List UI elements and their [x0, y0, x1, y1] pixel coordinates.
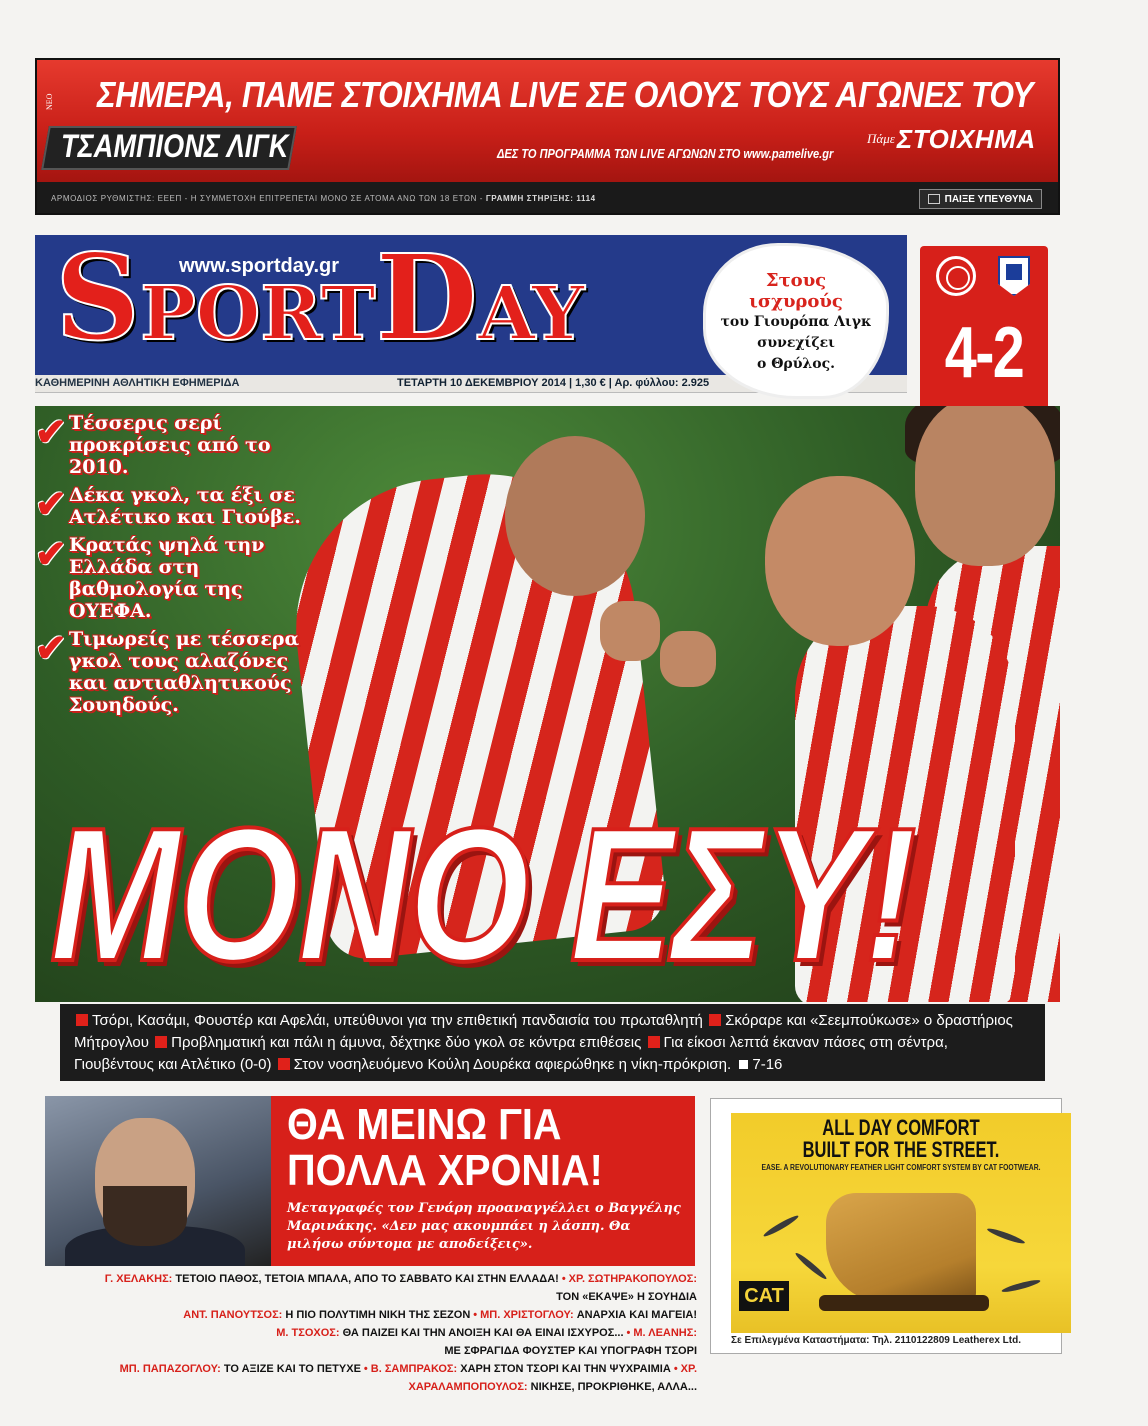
columnist-title[interactable]: ΘΑ ΠΑΙΖΕΙ ΚΑΙ ΤΗΝ ΑΝΟΙΞΗ ΚΑΙ ΘΑ ΕΙΝΑΙ ΙΣΧΥΡΟΣ... — [342, 1327, 624, 1339]
columnist-title[interactable]: ΑΝΑΡΧΙΑ ΚΑΙ ΜΑΓΕΙΑ! — [576, 1309, 697, 1321]
olympiacos-crest-icon — [936, 256, 976, 296]
website-url[interactable]: www.sportday.gr — [179, 255, 340, 277]
ad-fine-text: ΑΡΜΟΔΙΟΣ ΡΥΘΜΙΣΤΗΣ: ΕΕΕΠ - Η ΣΥΜΜΕΤΟΧΗ ΕΠΙΤΡΕΠΕΤΑΙ ΜΟΝΟ ΣΕ ΑΤΟΜΑ ΑΝΩ ΤΩΝ 18 ΕΤΩΝ - — [51, 194, 486, 203]
player-2-fist — [600, 601, 660, 661]
hero-caption — [60, 1004, 1045, 1081]
columnist-name: Β. ΣΑΜΠΡΑΚΟΣ: — [370, 1363, 458, 1375]
story2-title — [287, 1102, 603, 1194]
feather-icon — [1001, 1278, 1041, 1294]
bullet-text: Τέσσερις σερί προκρίσεις από το 2010. — [69, 412, 271, 478]
checkmark-icon: ✔ — [35, 412, 67, 454]
logo-port: PORT — [140, 271, 376, 357]
ad-program-link[interactable]: ΔΕΣ ΤΟ ΠΡΟΓΡΑΜΜΑ ΤΩΝ LIVE ΑΓΩΝΩΝ ΣΤΟ www.pamelive.gr — [497, 146, 834, 161]
malmo-crest-icon — [998, 256, 1030, 296]
columnist-title[interactable]: ΝΙΚΗΣΕ, ΠΡΟΚΡΙΘΗΚΕ, ΑΛΛΑ... — [530, 1381, 697, 1393]
ad-helpline: ΓΡΑΜΜΗ ΣΤΗΡΙΞΗΣ: 1114 — [485, 194, 596, 203]
separator-dot: • — [626, 1327, 631, 1339]
feather-icon — [794, 1251, 828, 1281]
checkmark-icon: ✔ — [35, 628, 67, 670]
cat-ad-headline — [774, 1117, 1029, 1161]
masthead-subtitle: ΚΑΘΗΜΕΡΙΝΗ ΑΘΛΗΤΙΚΗ ΕΦΗΜΕΡΙΔΑ — [35, 377, 240, 389]
columnist-name: ΧΡ. ΧΑΡΑΛΑΜΠΟΠΟΥΛΟΣ: — [408, 1363, 697, 1393]
bullet-item — [35, 534, 315, 622]
ticker-row — [45, 1360, 697, 1396]
story2-box — [271, 1096, 695, 1266]
red-square-icon — [709, 1014, 721, 1026]
red-square-icon — [76, 1014, 88, 1026]
torn-line4: συνεχίζει — [757, 335, 835, 351]
logo-d: D — [375, 235, 478, 367]
cat-ad-headline1: ALL DAY COMFORT — [822, 1115, 980, 1140]
match-result: 4-2 — [944, 313, 1024, 393]
columnist-title[interactable]: ΤΟ ΑΞΙΖΕ ΚΑΙ ΤΟ ΠΕΤΥΧΕ — [223, 1363, 361, 1375]
columnist-name: ΑΝΤ. ΠΑΝΟΥΤΣΟΣ: — [183, 1309, 283, 1321]
separator-dot: • — [363, 1363, 368, 1375]
bullet-item — [35, 484, 315, 528]
separator-dot: • — [673, 1363, 678, 1375]
torn-line2: ισχυρούς — [749, 291, 843, 312]
cat-advertisement[interactable] — [710, 1098, 1062, 1354]
ad-headline-line2: ΤΣΑΜΠΙΟΝΣ ΛΙΓΚ — [61, 128, 289, 164]
cat-ad-headline2: BUILT FOR THE STREET. — [802, 1137, 1000, 1162]
publisher-logo: NEO — [45, 93, 54, 110]
story2-description: Μεταγραφές τον Γενάρη προαναγγέλλει ο Βαγγέλης Μαρινάκης. «Δεν μας ακουμπάει η λάσπη. Θα μιλήσω σύντομα με αποδείξεις». — [287, 1201, 681, 1252]
caption-part: Τσόρι, Κασάμι, Φουστέρ και Αφελάι, υπεύθυνοι για την επιθετική πανδαισία του πρωταθλητή — [92, 1012, 703, 1029]
logo-s: S — [55, 235, 141, 367]
columnist-title[interactable]: ΧΑΡΗ ΣΤΟΝ ΤΣΟΡΙ ΚΑΙ ΤΗΝ ΨΥΧΡΑΙΜΙΑ — [460, 1363, 671, 1375]
cat-ad-footer: Σε Επιλεγμένα Καταστήματα: Τηλ. 2110122809 Leatherex Ltd. — [731, 1335, 1021, 1346]
separator-dot: • — [561, 1273, 566, 1285]
thumbs-up-icon — [928, 194, 940, 204]
red-square-icon — [155, 1036, 167, 1048]
top-advertisement[interactable] — [35, 58, 1060, 215]
columnist-name: Μ. ΛΕΑΝΗΣ: — [633, 1327, 697, 1339]
columnist-title[interactable]: Η ΠΙΟ ΠΟΛΥΤΙΜΗ ΝΙΚΗ ΤΗΣ ΣΕΖΟΝ — [285, 1309, 471, 1321]
red-square-icon — [648, 1036, 660, 1048]
columnists-ticker — [45, 1270, 697, 1396]
player-2-fist-2 — [660, 631, 716, 687]
cat-ad-panel — [731, 1113, 1071, 1333]
columnist-name: Γ. ΧΕΛΑΚΗΣ: — [104, 1273, 173, 1285]
ticker-row — [45, 1324, 697, 1360]
marinakis-photo — [45, 1096, 271, 1266]
score-panel — [920, 246, 1048, 414]
cat-logo: CAT — [739, 1281, 789, 1311]
logo-ay: AY — [477, 271, 585, 357]
caption-pages[interactable]: 7-16 — [752, 1056, 783, 1073]
cat-ad-subline: EASE. A REVOLUTIONARY FEATHER LIGHT COMFORT SYSTEM BY CAT FOOTWEAR. — [761, 1163, 1041, 1172]
checkmark-icon: ✔ — [35, 484, 67, 526]
caption-part: Στον νοσηλευόμενο Κούλη Δουρέκα αφιερώθηκε η νίκη-πρόκριση. — [293, 1056, 732, 1073]
columnist-title[interactable]: ΤΟΝ «ΕΚΑΨΕ» Η ΣΟΥΗΔΙΑ — [556, 1291, 697, 1303]
columnist-title[interactable]: ΜΕ ΣΦΡΑΓΙΔΑ ΦΟΥΣΤΕΡ ΚΑΙ ΥΠΟΓΡΑΦΗ ΤΣΟΡΙ — [444, 1345, 697, 1357]
ad-headline-line1: ΣΗΜΕΡΑ, ΠΑΜΕ ΣΤΟΙΧΗΜΑ LIVE ΣΕ ΟΛΟΥΣ ΤΟΥΣ ΑΓΩΝΕΣ ΤΟΥ — [97, 74, 1033, 115]
feather-icon — [986, 1226, 1026, 1245]
ticker-row — [45, 1270, 697, 1306]
hero-bullets — [35, 412, 315, 722]
ticker-row — [45, 1306, 697, 1324]
brand-big: ΣΤΟΙΧΗΜΑ — [896, 123, 1036, 154]
columnist-name: ΜΠ. ΧΡΙΣΤΟΓΛΟΥ: — [480, 1309, 574, 1321]
caption-part: Για είκοσι λεπτά έκαναν πάσες στη σέντρα, Γιουβέντους και Ατλέτικο (0-0) — [74, 1034, 948, 1073]
player-3-head — [915, 406, 1055, 566]
story2-title-line2: ΠΟΛΛΑ ΧΡΟΝΙΑ! — [287, 1146, 603, 1195]
bullet-item — [35, 412, 315, 478]
boot-sole — [819, 1295, 989, 1311]
caption-part: Σκόραρε και «Σεεμπούκωσε» ο δραστήριος Μήτρογλου — [74, 1012, 1013, 1051]
feather-icon — [762, 1213, 800, 1238]
columnist-name: ΧΡ. ΣΩΤΗΡΑΚΟΠΟΥΛΟΣ: — [568, 1273, 697, 1285]
boot-image — [826, 1193, 976, 1303]
main-headline: ΜΟΝΟ ΕΣΥ! — [50, 789, 915, 1001]
red-square-icon — [278, 1058, 290, 1070]
play-responsibly-button[interactable] — [919, 189, 1042, 209]
torn-line5: ο Θρύλος. — [757, 356, 835, 372]
separator-dot: • — [473, 1309, 478, 1321]
brand-small: Πάμε — [867, 131, 895, 146]
story2-title-line1: ΘΑ ΜΕΙΝΩ ΓΙΑ — [287, 1100, 562, 1149]
play-responsibly-label: ΠΑΙΞΕ ΥΠΕΥΘΥΝΑ — [944, 193, 1033, 205]
columnist-title[interactable]: ΤΕΤΟΙΟ ΠΑΘΟΣ, ΤΕΤΟΙΑ ΜΠΑΛΑ, ΑΠΟ ΤΟ ΣΑΒΒΑΤΟ ΚΑΙ ΣΤΗΝ ΕΛΛΑΔΑ! — [175, 1273, 559, 1285]
torn-paper-text — [706, 270, 886, 375]
bullet-text: Τιμωρείς με τέσσερα γκολ τους αλαζόνες και αντιαθλητικούς Σουηδούς. — [69, 628, 300, 716]
caption-part: Προβληματική και πάλι η άμυνα, δέχτηκε δύο γκολ σε κόντρα επιθέσεις — [171, 1034, 642, 1051]
marinakis-story[interactable] — [45, 1096, 695, 1266]
dateline: ΤΕΤΑΡΤΗ 10 ΔΕΚΕΜΒΡΙΟΥ 2014 | 1,30 € | Αρ. φύλλου: 2.925 — [397, 377, 710, 389]
white-square-icon — [739, 1060, 748, 1069]
columnist-name: Μ. ΤΣΟΧΟΣ: — [276, 1327, 340, 1339]
photo-beard — [103, 1186, 187, 1246]
bullet-text: Δέκα γκολ, τα έξι σε Ατλέτικο και Γιούβε. — [69, 484, 301, 528]
ad-fine-print — [51, 194, 596, 203]
torn-line1: Στους — [765, 270, 827, 291]
player-2-head — [765, 476, 915, 646]
pame-stoixima-logo — [867, 122, 1036, 156]
bullet-text: Κρατάς ψηλά την Ελλάδα στη βαθμολογία της ΟΥΕΦΑ. — [69, 534, 265, 622]
checkmark-icon: ✔ — [35, 534, 67, 576]
torn-line3: του Γιουρόπα Λιγκ — [720, 314, 872, 330]
bullet-item — [35, 628, 315, 716]
player-1-head — [505, 436, 645, 596]
columnist-name: ΜΠ. ΠΑΠΑΖΟΓΛΟΥ: — [119, 1363, 221, 1375]
